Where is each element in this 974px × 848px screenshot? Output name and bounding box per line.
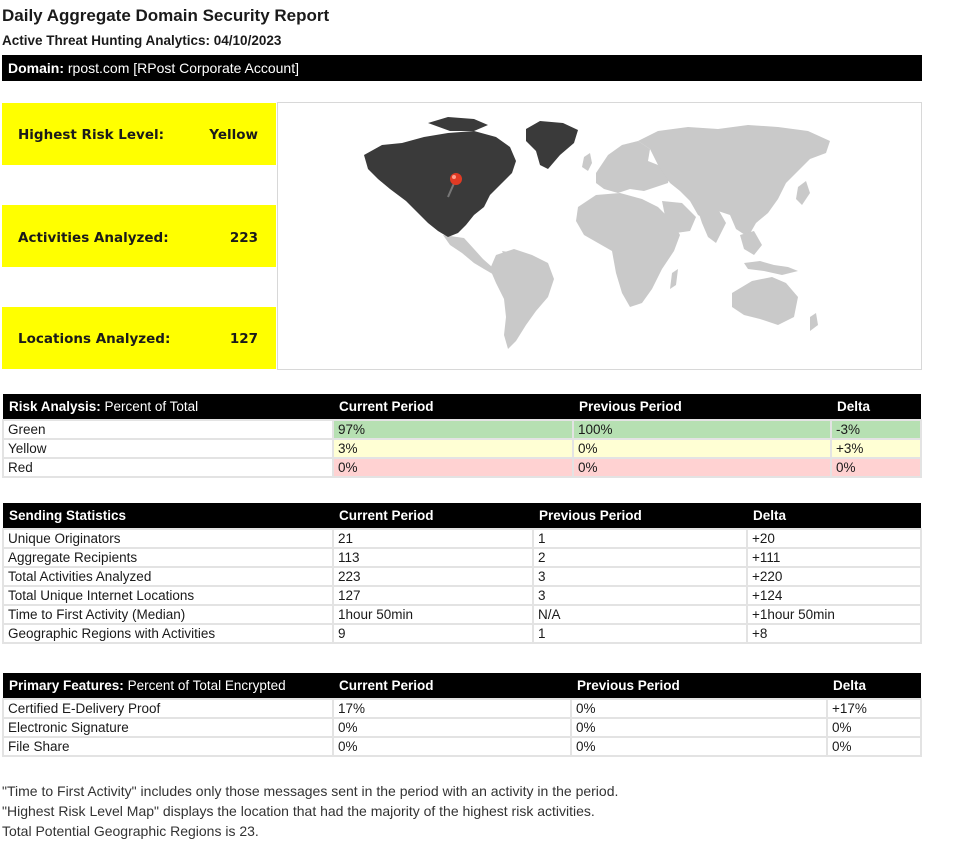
cell-previous: 0%	[573, 439, 831, 458]
cell-previous: 3	[533, 586, 747, 605]
sending-statistics-table	[2, 503, 922, 644]
footnotes	[2, 781, 618, 841]
row-label: Yellow	[3, 439, 333, 458]
cell-delta: +124	[747, 586, 921, 605]
risk-map	[277, 102, 922, 370]
risk-table-title	[3, 394, 333, 420]
table-row	[3, 567, 921, 586]
col-current: Current Period	[333, 503, 533, 529]
table-row	[3, 605, 921, 624]
risk-table-header	[3, 394, 921, 420]
sending-table-header	[3, 503, 921, 529]
cell-previous: 0%	[573, 458, 831, 477]
cell-current: 17%	[333, 699, 571, 718]
kpi-highest-risk	[2, 103, 276, 165]
features-title-rest: Percent of Total Encrypted	[123, 678, 286, 693]
indonesia-shape	[744, 261, 798, 275]
col-delta: Delta	[747, 503, 921, 529]
cell-previous: 2	[533, 548, 747, 567]
report-subtitle: Active Threat Hunting Analytics: 04/10/2023	[2, 33, 282, 48]
risk-title-rest: Percent of Total	[100, 399, 199, 414]
footnote: "Time to First Activity" includes only those messages sent in the period with an activity in the period.	[2, 783, 619, 799]
row-label: File Share	[3, 737, 333, 756]
kpi-locations	[2, 307, 276, 369]
risk-row-yellow	[3, 439, 921, 458]
cell-previous: 0%	[571, 718, 827, 737]
risk-row-red	[3, 458, 921, 477]
risk-row-green	[3, 420, 921, 439]
col-previous: Previous Period	[573, 394, 831, 420]
cell-delta: +220	[747, 567, 921, 586]
cell-delta: +17%	[827, 699, 921, 718]
features-table-header	[3, 673, 921, 699]
kpi-locations-label: Locations Analyzed:	[18, 331, 171, 347]
cell-current: 21	[333, 529, 533, 548]
cell-previous: 1	[533, 529, 747, 548]
row-label: Certified E-Delivery Proof	[3, 699, 333, 718]
cell-previous: 100%	[573, 420, 831, 439]
table-row	[3, 586, 921, 605]
table-row	[3, 529, 921, 548]
features-table-title	[3, 673, 333, 699]
row-label: Time to First Activity (Median)	[3, 605, 333, 624]
footnote: Total Potential Geographic Regions is 23.	[2, 823, 259, 839]
domain-value: rpost.com [RPost Corporate Account]	[67, 60, 299, 76]
row-label: Total Unique Internet Locations	[3, 586, 333, 605]
kpi-risk-value: Yellow	[209, 127, 258, 143]
uk-shape	[582, 153, 592, 171]
cell-delta: 0%	[827, 718, 921, 737]
kpi-activities-label: Activities Analyzed:	[18, 230, 169, 246]
cell-current: 9	[333, 624, 533, 643]
cell-current: 97%	[333, 420, 573, 439]
cell-delta: +1hour 50min	[747, 605, 921, 624]
cell-current: 0%	[333, 718, 571, 737]
table-row	[3, 624, 921, 643]
row-label: Unique Originators	[3, 529, 333, 548]
cell-previous: 3	[533, 567, 747, 586]
row-label: Total Activities Analyzed	[3, 567, 333, 586]
kpi-risk-label: Highest Risk Level:	[18, 127, 165, 143]
cell-previous: 0%	[571, 737, 827, 756]
cell-delta: 0%	[831, 458, 921, 477]
row-label: Green	[3, 420, 333, 439]
greenland-shape	[526, 121, 578, 169]
cell-current: 113	[333, 548, 533, 567]
kpi-activities	[2, 205, 276, 267]
australia-shape	[732, 277, 798, 325]
japan-shape	[796, 181, 810, 205]
table-row	[3, 548, 921, 567]
cell-previous: 0%	[571, 699, 827, 718]
table-row	[3, 699, 921, 718]
col-previous: Previous Period	[533, 503, 747, 529]
features-title-bold: Primary Features:	[9, 678, 124, 693]
risk-analysis-table	[2, 394, 922, 478]
arctic-islands	[428, 117, 488, 131]
new-zealand-shape	[810, 313, 818, 331]
report-title: Daily Aggregate Domain Security Report	[2, 6, 330, 25]
col-delta: Delta	[831, 394, 921, 420]
col-current: Current Period	[333, 673, 571, 699]
row-label: Electronic Signature	[3, 718, 333, 737]
domain-label: Domain:	[8, 60, 64, 76]
table-row	[3, 718, 921, 737]
cell-previous: 1	[533, 624, 747, 643]
kpi-locations-value: 127	[229, 331, 258, 347]
north-america-highlight	[364, 131, 516, 237]
madagascar-shape	[670, 269, 678, 289]
cell-previous: N/A	[533, 605, 747, 624]
cell-delta: +8	[747, 624, 921, 643]
domain-bar	[2, 55, 922, 81]
india-shape	[698, 209, 726, 243]
row-label: Red	[3, 458, 333, 477]
row-label: Geographic Regions with Activities	[3, 624, 333, 643]
cell-current: 0%	[333, 737, 571, 756]
world-map	[278, 103, 921, 369]
col-previous: Previous Period	[571, 673, 827, 699]
south-america-shape	[490, 249, 554, 349]
cell-current: 1hour 50min	[333, 605, 533, 624]
row-label: Aggregate Recipients	[3, 548, 333, 567]
cell-current: 223	[333, 567, 533, 586]
cell-current: 127	[333, 586, 533, 605]
kpi-activities-value: 223	[229, 230, 258, 246]
sending-table-title: Sending Statistics	[3, 503, 333, 529]
cell-delta: -3%	[831, 420, 921, 439]
cell-current: 0%	[333, 458, 573, 477]
primary-features-table	[2, 673, 922, 757]
col-current: Current Period	[333, 394, 573, 420]
col-delta: Delta	[827, 673, 921, 699]
risk-title-bold: Risk Analysis:	[9, 399, 101, 414]
cell-delta: 0%	[827, 737, 921, 756]
cell-current: 3%	[333, 439, 573, 458]
cell-delta: +111	[747, 548, 921, 567]
cell-delta: +3%	[831, 439, 921, 458]
table-row	[3, 737, 921, 756]
cell-delta: +20	[747, 529, 921, 548]
footnote: "Highest Risk Level Map" displays the location that had the majority of the highest risk activities.	[2, 803, 595, 819]
se-asia-shape	[740, 231, 762, 255]
